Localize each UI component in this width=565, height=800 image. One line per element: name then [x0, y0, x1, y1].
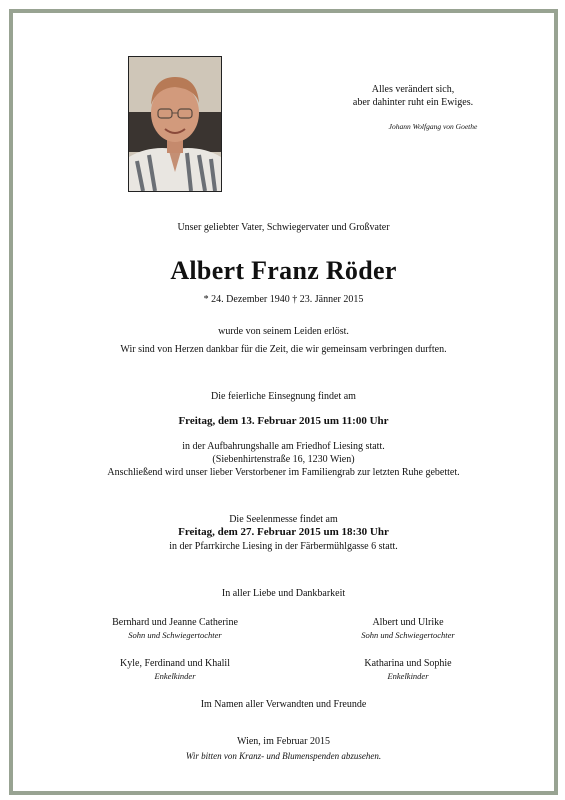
- message-line-2: Wir sind von Herzen dankbar für die Zeit, die wir gemeinsam verbringen durften.: [120, 344, 447, 355]
- obituary-card: [9, 9, 558, 795]
- ceremony-note: Anschließend wird unser lieber Verstorbener im Familiengrab zur letzten Ruhe gebettet.: [107, 467, 460, 478]
- mourner-names: Bernhard und Jeanne Catherine: [112, 617, 238, 628]
- mass-place: in der Pfarrkirche Liesing in der Färbermühlgasse 6 statt.: [169, 541, 398, 552]
- portrait-photo: [128, 56, 222, 192]
- place-date: Wien, im Februar 2015: [237, 736, 330, 747]
- mourner-1: [75, 617, 275, 641]
- ceremony-place: in der Aufbahrungshalle am Friedhof Liesing statt.: [182, 441, 385, 452]
- quote-author: Johann Wolfgang von Goethe: [388, 122, 478, 131]
- mourner-relation: Sohn und Schwiegertochter: [128, 630, 222, 640]
- donation-request: Wir bitten von Kranz- und Blumenspenden abzusehen.: [185, 751, 382, 761]
- quote-line-2: aber dahinter ruht ein Ewiges.: [352, 97, 474, 108]
- mass-date: Freitag, dem 27. Februar 2015 um 18:30 Uhr: [178, 526, 389, 538]
- mourner-4: [308, 658, 508, 682]
- message-line-1: wurde von seinem Leiden erlöst.: [218, 326, 349, 337]
- ceremony-intro: Die feierliche Einsegnung findet am: [211, 391, 356, 402]
- mourner-relation: Enkelkinder: [154, 671, 196, 681]
- mourner-3: [75, 658, 275, 682]
- mass-intro: Die Seelenmesse findet am: [229, 514, 338, 525]
- mourner-relation: Sohn und Schwiegertochter: [361, 630, 455, 640]
- mourner-names: Kyle, Ferdinand und Khalil: [120, 658, 230, 669]
- relatives-text: Im Namen aller Verwandten und Freunde: [200, 699, 367, 710]
- intro-text: Unser geliebter Vater, Schwiegervater und Großvater: [177, 222, 390, 233]
- mourner-names: Albert und Ulrike: [372, 617, 444, 628]
- ceremony-address: (Siebenhirtenstraße 16, 1230 Wien): [212, 454, 355, 465]
- ceremony-date: Freitag, dem 13. Februar 2015 um 11:00 Uhr: [178, 415, 389, 427]
- mourner-names: Katharina und Sophie: [364, 658, 452, 669]
- mourner-2: [308, 617, 508, 641]
- quote-line-1: Alles verändert sich,: [371, 84, 455, 95]
- deceased-name: Albert Franz Röder: [170, 256, 397, 285]
- love-text: In aller Liebe und Dankbarkeit: [221, 588, 346, 599]
- mourner-relation: Enkelkinder: [387, 671, 429, 681]
- life-dates: * 24. Dezember 1940 † 23. Jänner 2015: [203, 294, 364, 305]
- quote: [313, 83, 513, 109]
